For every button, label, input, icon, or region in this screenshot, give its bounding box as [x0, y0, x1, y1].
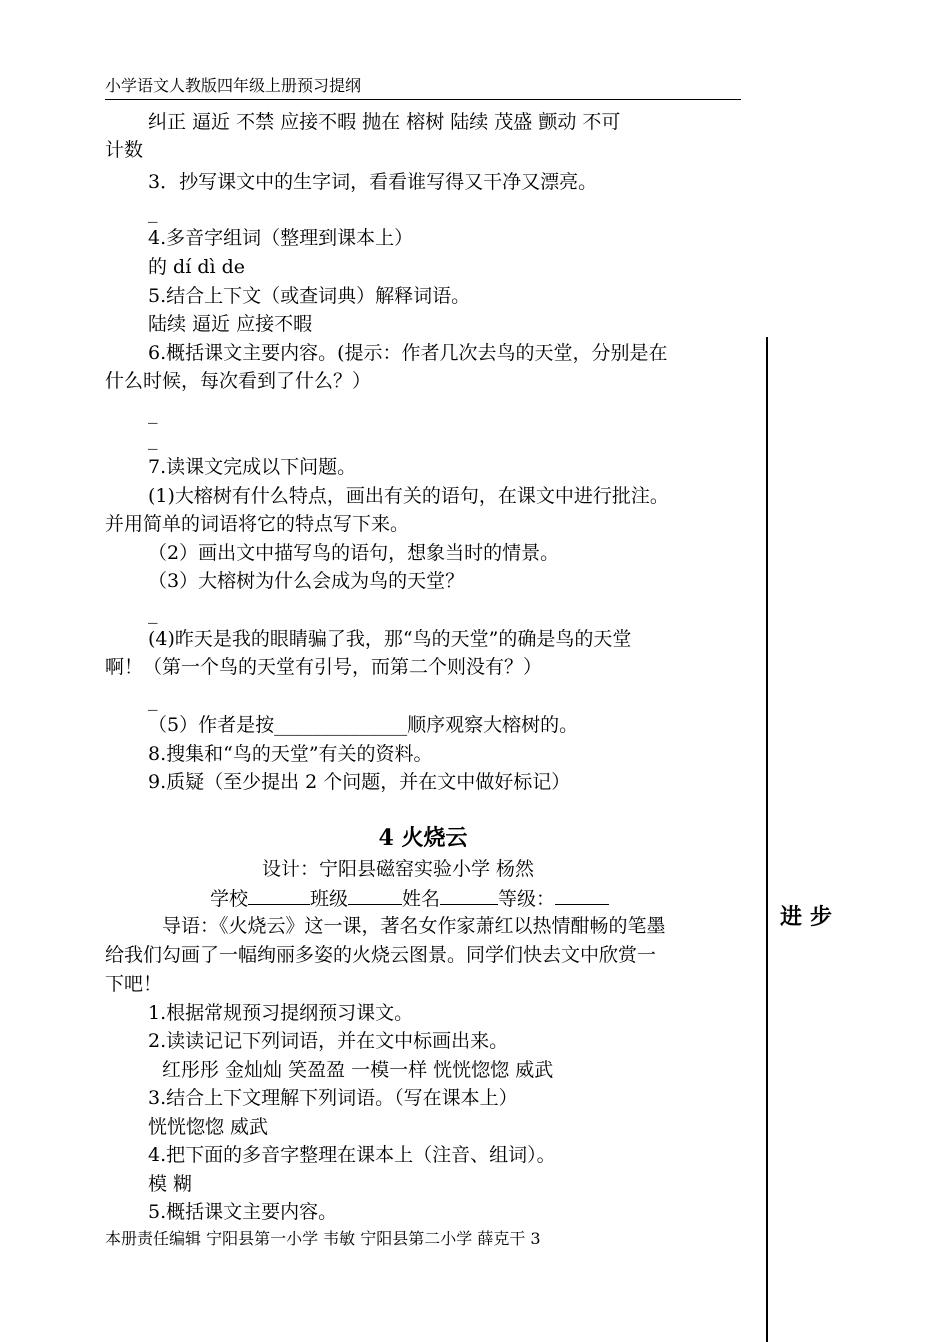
question-1-cont: 并用简单的词语将它的特点写下来。: [105, 513, 410, 535]
task-3: 3．抄写课文中的生字词，看看谁写得又干净又漂亮。: [148, 171, 598, 193]
answer-blank: _: [148, 689, 158, 711]
step-1: 1.根据常规预习提纲预习课文。: [148, 1002, 414, 1024]
question-5: （5）作者是按______________顺序观察大榕树的。: [148, 714, 579, 736]
task-8: 8.搜集和“鸟的天堂”有关的资料。: [148, 743, 433, 765]
school-field[interactable]: [248, 886, 310, 905]
step-4: 4.把下面的多音字整理在课本上（注音、组词）。: [148, 1144, 556, 1166]
grade-label: 等级：: [498, 888, 556, 910]
margin-divider: [766, 337, 768, 1342]
page-footer: 本册责任编辑 宁阳县第一小学 韦敏 宁阳县第二小学 薛克干 3: [105, 1229, 541, 1248]
page-header: 小学语文人教版四年级上册预习提纲: [105, 76, 362, 95]
name-field[interactable]: [440, 886, 498, 905]
vocab-line: 纠正 逼近 不禁 应接不暇 抛在 榕树 陆续 茂盛 颤动 不可: [148, 111, 621, 133]
question-1: (1)大榕树有什么特点，画出有关的语句，在课文中进行批注。: [148, 485, 669, 507]
answer-blank: _: [148, 402, 158, 424]
header-rule: [105, 99, 741, 100]
designer-line: 设计：宁阳县磁窑实验小学 杨然: [262, 858, 535, 880]
step-5: 5.概括课文主要内容。: [148, 1201, 338, 1223]
grade-field[interactable]: [555, 886, 609, 905]
question-3: （3）大榕树为什么会成为鸟的天堂？: [148, 570, 465, 592]
question-4: (4)昨天是我的眼睛骗了我，那“鸟的天堂”的确是鸟的天堂: [148, 628, 632, 650]
lesson-title: 4 火烧云: [378, 825, 468, 851]
vocab-line: 红彤彤 金灿灿 笑盈盈 一模一样 恍恍惚惚 威武: [162, 1059, 554, 1081]
polyphone-line: 模 糊: [148, 1173, 193, 1195]
words-line: 恍恍惚惚 威武: [148, 1116, 269, 1138]
intro-line-end: 下吧！: [105, 973, 163, 995]
step-2: 2.读读记记下列词语，并在文中标画出来。: [148, 1030, 509, 1052]
task-7: 7.读课文完成以下问题。: [148, 456, 357, 478]
intro-line-cont: 给我们勾画了一幅绚丽多姿的火烧云图景。同学们快去文中欣赏一: [105, 944, 657, 966]
task-9: 9.质疑（至少提出 2 个问题，并在文中做好标记）: [148, 771, 571, 793]
task-5: 5.结合上下文（或查词典）解释词语。: [148, 285, 471, 307]
answer-blank: _: [148, 428, 158, 450]
info-fields: [210, 886, 609, 911]
task-6: 6.概括课文主要内容。(提示：作者几次去鸟的天堂，分别是在: [148, 342, 668, 364]
side-label: 进步: [780, 904, 841, 930]
class-label: 班级: [310, 888, 349, 910]
question-4-cont: 啊！（第一个鸟的天堂有引号，而第二个则没有？）: [105, 656, 543, 678]
class-field[interactable]: [348, 886, 402, 905]
task-6-cont: 什么时候，每次看到了什么？）: [105, 370, 372, 392]
question-2: （2）画出文中描写鸟的语句，想象当时的情景。: [148, 542, 560, 564]
answer-blank: _: [148, 201, 158, 223]
step-3: 3.结合上下文理解下列词语。（写在课本上）: [148, 1087, 518, 1109]
name-label: 姓名: [402, 888, 441, 910]
task-4: 4.多音字组词（整理到课本上）: [148, 227, 414, 249]
words-line: 陆续 逼近 应接不暇: [148, 313, 313, 335]
polyphone-line: 的 dí dì de: [148, 256, 246, 278]
school-label: 学校: [210, 888, 249, 910]
intro-line: 导语：《火烧云》这一课，著名女作家萧红以热情酣畅的笔墨: [162, 915, 666, 937]
answer-blank: _: [148, 602, 158, 624]
vocab-line-cont: 计数: [105, 139, 144, 161]
